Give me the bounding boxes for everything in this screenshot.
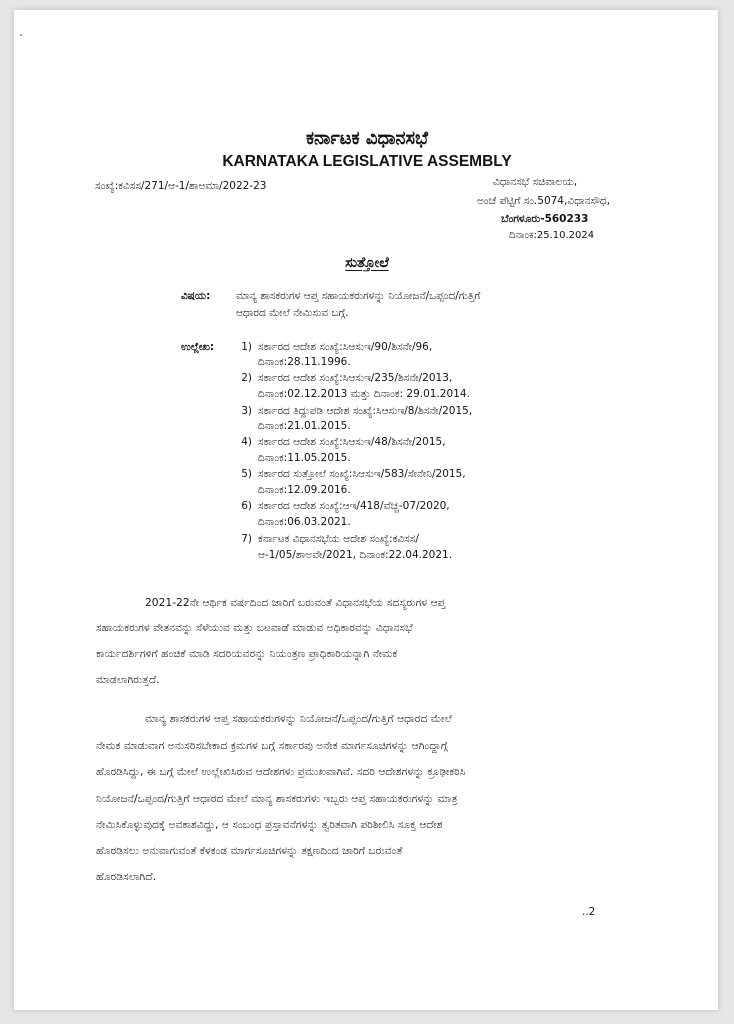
paragraph-2-line-1: ಮಾನ್ಯ ಶಾಸಕರುಗಳ ಆಪ್ತ ಸಹಾಯಕರುಗಳನ್ನು ನಿಯೋಜನೆ/ಒಪ್ಪಂದ/ಗುತ್ತಿಗೆ ಆಧಾರದ ಮೇಲೆ [145,712,452,725]
reference-number-1: 1) [241,341,252,353]
paragraph-1-line-3: ಕಾರ್ಯದರ್ಶಿಗಳಿಗೆ ಹಂಚಿಕೆ ಮಾಡಿ ಸದರಿಯವರನ್ನು ನಿಯಂತ್ರಣ ಪ್ರಾಧಿಕಾರಿಯನ್ನಾಗಿ ನೇಮಕ [96,647,398,660]
reference-number-7: 7) [241,533,252,545]
reference-number: ಸಂಖ್ಯೆ:ಕವಿಸಸ/271/ಆ-1/ಶಾಅಮಾ/2022-23 [95,180,267,192]
reference-number-6: 6) [241,500,252,512]
paragraph-2-line-7: ಹೊರಡಿಸಲಾಗಿದೆ. [96,870,156,883]
reference-2-line-2: ದಿನಾಂಕ:02.12.2013 ಮತ್ತು ದಿನಾಂಕ: 29.01.2014. [258,388,470,400]
reference-4-line-1: ಸರ್ಕಾರದ ಆದೇಶ ಸಂಖ್ಯೆ:ಸಿಆಸುಇ/48/ಶಿಸನೇ/2015, [258,436,446,448]
title-kannada: ಕರ್ನಾಟಕ ವಿಧಾನಸಭೆ [305,128,429,149]
reference-3-line-1: ಸರ್ಕಾರದ ತಿದ್ದುಪಡಿ ಆದೇಶ ಸಂಖ್ಯೆ:ಸಿಆಸುಇ/8/ಶಿಸನೇ/2015, [258,405,473,417]
reference-number-4: 4) [241,436,252,448]
paragraph-1-line-1: 2021-22ನೇ ಆರ್ಥಿಕ ವರ್ಷದಿಂದ ಜಾರಿಗೆ ಬರುವಂತೆ ವಿಧಾನಸಭೆಯ ಸದಸ್ಯರುಗಳ ಆಪ್ತ [145,596,446,609]
title-english: KARNATAKA LEGISLATIVE ASSEMBLY [222,153,512,170]
paragraph-2-line-3: ಹೊರಡಿಸಿದ್ದು, ಈ ಬಗ್ಗೆ ಮೇಲೆ ಉಲ್ಲೇಖಿಸಿರುವ ಆದೇಶಗಳು ಪ್ರಮುಖವಾಗಿವೆ. ಸದರಿ ಆದೇಶಗಳನ್ನು ಕ್ರೂಢೀಕರಿಸಿ [96,765,466,778]
reference-5-line-1: ಸರ್ಕಾರದ ಸುತ್ತೋಲೆ ಸಂಖ್ಯೆ:ಸಿಆಸುಇ/583/ಸೇನೇನಿ/2015, [258,468,466,480]
circular-title: ಸುತ್ತೋಲೆ [345,255,389,271]
paragraph-2-line-2: ನೇಮಕ ಮಾಡುವಾಗ ಅನುಸರಿಸಬೇಕಾದ ಕ್ರಮಗಳ ಬಗ್ಗೆ ಸರ್ಕಾರವು ಅನೇಕ ಮಾರ್ಗಸೂಚಿಗಳನ್ನು ಆಗಿಂದ್ದಾಗ್ಗೆ [96,739,448,752]
scan-speck [20,34,22,36]
address-line-2: ಅಂಚೆ ಪೆಟ್ಟಿಗೆ ಸಂ.5074,ವಿಧಾನಸೌಧ, [477,195,611,207]
document-date: ದಿನಾಂಕ:25.10.2024 [509,230,595,241]
reference-6-line-2: ದಿನಾಂಕ:06.03.2021. [258,516,351,528]
reference-7-line-2: ಆ-1/05/ಶಾಅವೇ/2021, ದಿನಾಂಕ:22.04.2021. [258,549,453,561]
paragraph-2-line-4: ನಿಯೋಜನೆ/ಒಪ್ಪಂದ/ಗುತ್ತಿಗೆ ಆಧಾರದ ಮೇಲೆ ಮಾನ್ಯ ಶಾಸಕರುಗಳು ಇಬ್ಬರು ಆಪ್ತ ಸಹಾಯಕರುಗಳನ್ನು ಮಾತ್ರ [96,792,458,805]
reference-5-line-2: ದಿನಾಂಕ:12.09.2016. [258,484,351,496]
subject-label: ವಿಷಯ: [181,290,211,302]
reference-3-line-2: ದಿನಾಂಕ:21.01.2015. [258,420,351,432]
reference-4-line-2: ದಿನಾಂಕ:11.05.2015. [258,452,351,464]
paragraph-1-line-4: ಮಾಡಲಾಗಿರುತ್ತದೆ. [96,673,160,686]
reference-number-2: 2) [241,372,252,384]
reference-number-3: 3) [241,405,252,417]
reference-6-line-1: ಸರ್ಕಾರದ ಆದೇಶ ಸಂಖ್ಯೆ:ಆಇ/418/ವೆಚ್ಚ-07/2020, [258,500,450,512]
reference-2-line-1: ಸರ್ಕಾರದ ಆದೇಶ ಸಂಖ್ಯೆ:ಸಿಆಸುಇ/235/ಶಿಸನೇ/2013, [258,372,453,384]
references-label: ಉಲ್ಲೇಖ: [181,341,215,353]
reference-1-line-1: ಸರ್ಕಾರದ ಆದೇಶ ಸಂಖ್ಯೆ:ಸಿಆಸುಇ/90/ಶಿಸನೇ/96, [258,341,433,353]
subject-line-2: ಆಧಾರದ ಮೇಲೆ ನೇಮಿಸುವ ಬಗ್ಗೆ. [236,307,349,319]
paragraph-2-line-5: ನೇಮಿಸಿಕೊಳ್ಳುವುದಕ್ಕೆ ಅವಕಾಶವಿದ್ದು, ಆ ಸಂಬಂಧ ಪ್ರಸ್ತಾವನೆಗಳನ್ನು ತ್ವರಿತವಾಗಿ ಪರಿಶೀಲಿಸಿ ಸೂಕ್ತ ಆದೇಶ [96,818,443,831]
reference-1-line-2: ದಿನಾಂಕ:28.11.1996. [258,356,351,368]
reference-7-line-1: ಕರ್ನಾಟಕ ವಿಧಾನಸಭೆಯ ಆದೇಶ ಸಂಖ್ಯೆ:ಕವಿಸಸ/ [258,533,419,545]
page-continuation-marker: ..2 [582,906,596,918]
paragraph-2-line-6: ಹೊರಡಿಸಲು ಅನುವಾಗುವಂತೆ ಕೆಳಕಂಡ ಮಾರ್ಗಸೂಚಿಗಳನ್ನು ತಕ್ಷಣದಿಂದ ಜಾರಿಗೆ ಬರುವಂತೆ [96,844,403,857]
subject-line-1: ಮಾನ್ಯ ಶಾಸಕರುಗಳ ಆಪ್ತ ಸಹಾಯಕರುಗಳನ್ನು ನಿಯೋಜನೆ/ಒಪ್ಪಂದ/ಗುತ್ತಿಗೆ [236,290,481,302]
address-line-3: ಬೆಂಗಳೂರು-560233 [501,213,589,225]
address-line-1: ವಿಧಾನಸಭೆ ಸಚಿವಾಲಯ, [493,176,578,188]
paragraph-1-line-2: ಸಹಾಯಕರುಗಳ ವೇತನವನ್ನು ಸೆಳೆಯುವ ಮತ್ತು ಬಟವಾಡೆ ಮಾಡುವ ಅಧಿಕಾರವನ್ನು ವಿಧಾನಸಭೆ [96,621,413,634]
reference-number-5: 5) [241,468,252,480]
